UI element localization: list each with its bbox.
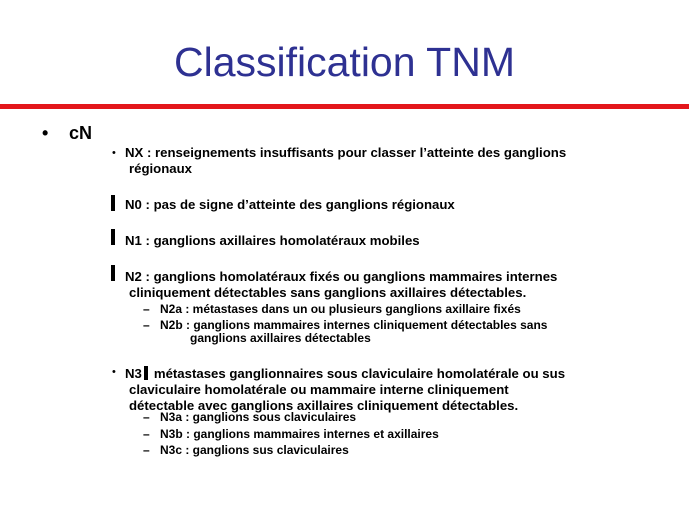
subitem-n2a-text: N2a : métastases dans un ou plusieurs ganglions axillaire fixés [160, 302, 521, 316]
item-n3-line2: claviculaire homolatérale ou mammaire interne cliniquement [129, 382, 509, 397]
bar-marker-icon [111, 229, 115, 245]
subitem-n2b-line2: ganglions axillaires détectables [190, 331, 371, 345]
dash-icon: – [143, 318, 150, 332]
subitem-n3a-text: N3a : ganglions sous claviculaires [160, 410, 357, 424]
item-nx-line1: NX : renseignements insuffisants pour classer l’atteinte des ganglions [125, 145, 567, 160]
section-heading-cn [42, 122, 92, 144]
item-nx [125, 145, 665, 177]
bullet-icon: • [112, 366, 116, 378]
item-n2-line1: N2 : ganglions homolatéraux fixés ou ganglions mammaires internes [125, 269, 558, 284]
item-n3-line1-text: métastases ganglionnaires sous claviculaire homolatérale ou sus [153, 366, 566, 381]
section-label: cN [69, 123, 93, 143]
subitem-n3c-text: N3c : ganglions sus claviculaires [160, 443, 349, 457]
subitem-n3b-text: N3b : ganglions mammaires internes et axillaires [160, 427, 439, 441]
bar-marker-icon [111, 195, 115, 211]
item-n3-line1 [125, 364, 675, 382]
dash-icon: – [143, 427, 150, 441]
item-n3-label: N3 [125, 366, 142, 381]
item-n3-line3: détectable avec ganglions axillaires cliniquement détectables. [129, 398, 519, 413]
item-n3 [125, 364, 675, 414]
bullet-icon: • [42, 123, 49, 143]
bar-marker-icon [111, 265, 115, 281]
item-n0: N0 : pas de signe d’atteinte des ganglions régionaux [125, 197, 455, 212]
slide-title: Classification TNM [174, 39, 515, 85]
subitem-n2b-line1: N2b : ganglions mammaires internes cliniquement détectables sans [160, 318, 548, 332]
item-n2 [125, 269, 665, 301]
item-n2-line2: cliniquement détectables sans ganglions axillaires détectables. [129, 285, 527, 300]
item-nx-line2: régionaux [129, 161, 193, 176]
bullet-icon: • [112, 147, 116, 159]
item-n1: N1 : ganglions axillaires homolatéraux mobiles [125, 233, 420, 248]
dash-icon: – [143, 443, 150, 457]
title-divider [0, 104, 689, 109]
dash-icon: – [143, 302, 150, 316]
dash-icon: – [143, 410, 150, 424]
bar-marker-icon [144, 366, 148, 380]
